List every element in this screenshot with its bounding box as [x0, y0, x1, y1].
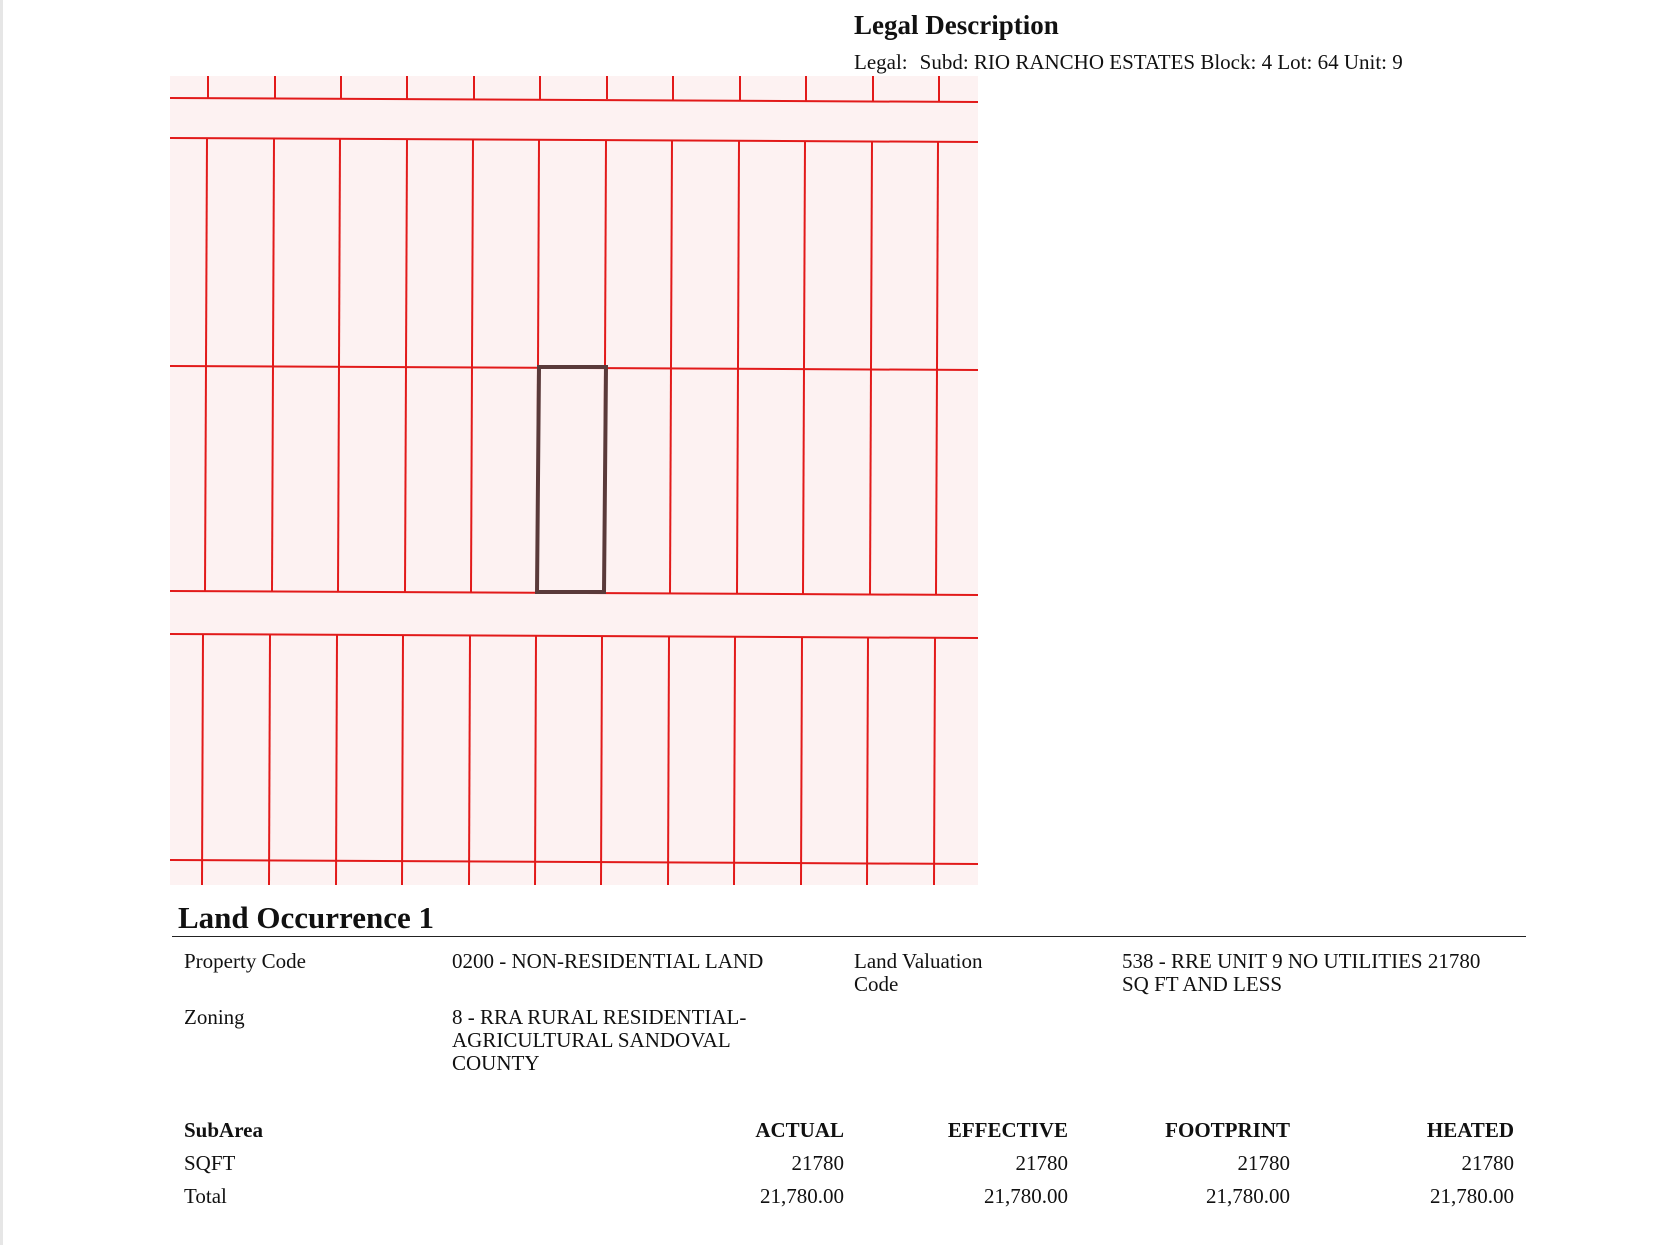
parcel-boundary — [269, 635, 270, 885]
map-background — [170, 76, 978, 885]
parcel-boundary — [668, 636, 669, 885]
property-code-value: 0200 - NON-RESIDENTIAL LAND — [452, 949, 764, 973]
parcel-boundary — [336, 635, 337, 885]
zoning-value — [452, 1006, 746, 1075]
table-row-label: Total — [184, 1184, 227, 1208]
legal-description-line — [854, 50, 1403, 75]
land-valuation-value-line: 538 - RRE UNIT 9 NO UTILITIES 21780 — [1122, 949, 1481, 973]
table-cell: 21,780.00 — [760, 1184, 844, 1208]
property-code-label: Property Code — [184, 949, 306, 973]
land-valuation-label-line: Code — [854, 972, 899, 996]
zoning-value-line: AGRICULTURAL SANDOVAL — [452, 1028, 731, 1052]
table-cell: 21,780.00 — [984, 1184, 1068, 1208]
parcel-map — [170, 76, 978, 885]
table-cell: 21780 — [1015, 1151, 1068, 1175]
zoning-label: Zoning — [184, 1005, 245, 1029]
actual-header: ACTUAL — [755, 1118, 844, 1142]
table-cell: 21780 — [1461, 1151, 1514, 1175]
land-valuation-value — [1122, 950, 1480, 996]
zoning-value-line: 8 - RRA RURAL RESIDENTIAL- — [452, 1005, 747, 1029]
table-cell: 21,780.00 — [1206, 1184, 1290, 1208]
footprint-header: FOOTPRINT — [1165, 1118, 1290, 1142]
section-divider — [172, 936, 1526, 937]
land-occurrence-title: Land Occurrence 1 — [178, 900, 435, 935]
parcel-boundary — [867, 637, 868, 885]
land-valuation-value-line: SQ FT AND LESS — [1122, 972, 1283, 996]
zoning-value-line: COUNTY — [452, 1051, 540, 1075]
table-cell: 21,780.00 — [1430, 1184, 1514, 1208]
parcel-boundary — [734, 637, 735, 885]
parcel-boundary — [601, 636, 602, 885]
parcel-boundary — [801, 637, 802, 885]
table-cell: 21780 — [1237, 1151, 1290, 1175]
parcel-boundary — [469, 635, 470, 885]
subarea-header: SubArea — [184, 1118, 263, 1142]
legal-description-title: Legal Description — [854, 10, 1059, 40]
land-valuation-label — [854, 950, 983, 996]
land-valuation-label-line: Land Valuation — [854, 949, 983, 973]
heated-header: HEATED — [1426, 1118, 1514, 1142]
effective-header: EFFECTIVE — [947, 1118, 1068, 1142]
legal-label: Legal: — [854, 50, 908, 74]
parcel-boundary — [535, 636, 536, 885]
table-cell: 21780 — [791, 1151, 844, 1175]
page-edge — [0, 0, 3, 1245]
parcel-boundary — [202, 634, 203, 885]
legal-value: Subd: RIO RANCHO ESTATES Block: 4 Lot: 64 Unit: 9 — [919, 50, 1403, 74]
table-row-label: SQFT — [184, 1151, 236, 1175]
parcel-boundary — [934, 638, 935, 885]
parcel-boundary — [402, 635, 403, 885]
